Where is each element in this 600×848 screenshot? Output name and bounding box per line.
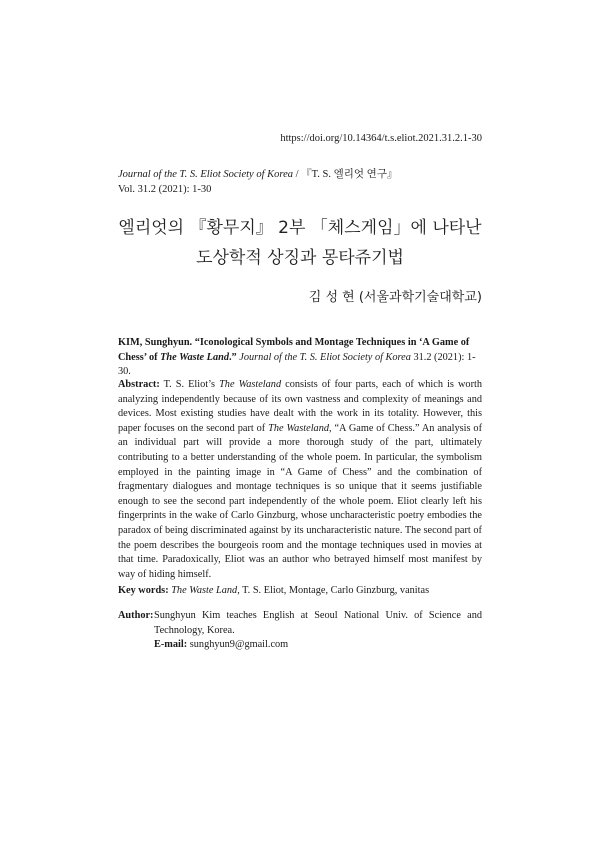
email-address[interactable]: sunghyun9@gmail.com [189,639,289,651]
abstract [118,378,482,582]
title-line-2: 도상학적 상징과 몽타쥬기법 [196,248,404,268]
abstract-text-2: consists of four parts, each of which is worth analyzing independently because of its own vastness and complexity of meanings and devices. Most existing studies have dealt with the work in its totality. However, this paper focuses on the second part of [118,379,483,434]
journal-info [118,167,397,197]
author-row [118,609,482,638]
citation-journal: Journal of the T. S. Eliot Society of Korea [239,351,411,363]
citation-author: KIM, Sunghyun. [118,337,193,348]
journal-volume: Vol. 31.2 (2021): 1-30 [118,184,212,195]
doi-link[interactable]: https://doi.org/10.14364/t.s.eliot.2021.31.2.1-30 [280,133,482,144]
keywords-italic: The Waste Land [171,585,238,596]
author-korean: 김 성 현 (서울과학기술대학교) [308,290,482,305]
author-info [118,609,482,653]
email-label: E-mail: [154,639,188,651]
author-text: Sunghyun Kim teaches English at Seoul National Univ. of Science and Technology, Korea. [154,610,482,636]
citation [118,336,482,380]
author-label: Author: [118,610,154,621]
keywords-label: Key words: [118,585,169,596]
citation-title-end: .” [228,351,237,363]
keywords-rest: , T. S. Eliot, Montage, Carlo Ginzburg, vanitas [237,585,430,596]
journal-name: Journal of the T. S. Eliot Society of Korea [118,169,293,180]
abstract-italic-2: The Wasteland [268,422,329,434]
abstract-text-1: T. S. Eliot’s [159,379,220,390]
journal-name-line [118,167,397,182]
page-title [118,213,482,273]
citation-title-text: “Iconological Symbols and Montage Techniques in ‘A Game of Chess’ of [118,337,470,363]
email-row [118,638,482,653]
citation-title-italic: The Waste Land [160,351,229,363]
journal-korean-name: 『T. S. 엘리엇 연구』 [301,169,398,180]
citation-volume: 31.2 (2021): 1-30. [118,351,476,378]
title-line-1: 엘리엇의 『황무지』 2부 「체스게임」에 나타난 [118,218,482,238]
abstract-italic-1: The Wasteland [219,379,282,390]
abstract-text-3: , “A Game of Chess.” An analysis of an individual part will provide a more thorough study of the part, ultimately contributing to a better understanding of the whole poem. In particular, the symbolism employed in the painting image in “A Game of Chess” and the combination of fragmentary dialogues and montage techniques is so unique that it seems justifiable enough to see the second part independently of the whole poem. Eliot clearly left his fingerprints in the wake of Carlo Ginzburg, whose uncharacteristic poetry embodies the paradox of being discriminated against by its uncharacteristic nature. The second part of the poem describes the bourgeois room and the montage techniques used in movies at that time. Paradoxically, Eliot was an author who betrayed himself most manifest by way of hiding himself. [118,422,482,580]
keywords [118,584,482,599]
abstract-label: Abstract: [118,379,160,390]
journal-separator: / [292,169,302,180]
